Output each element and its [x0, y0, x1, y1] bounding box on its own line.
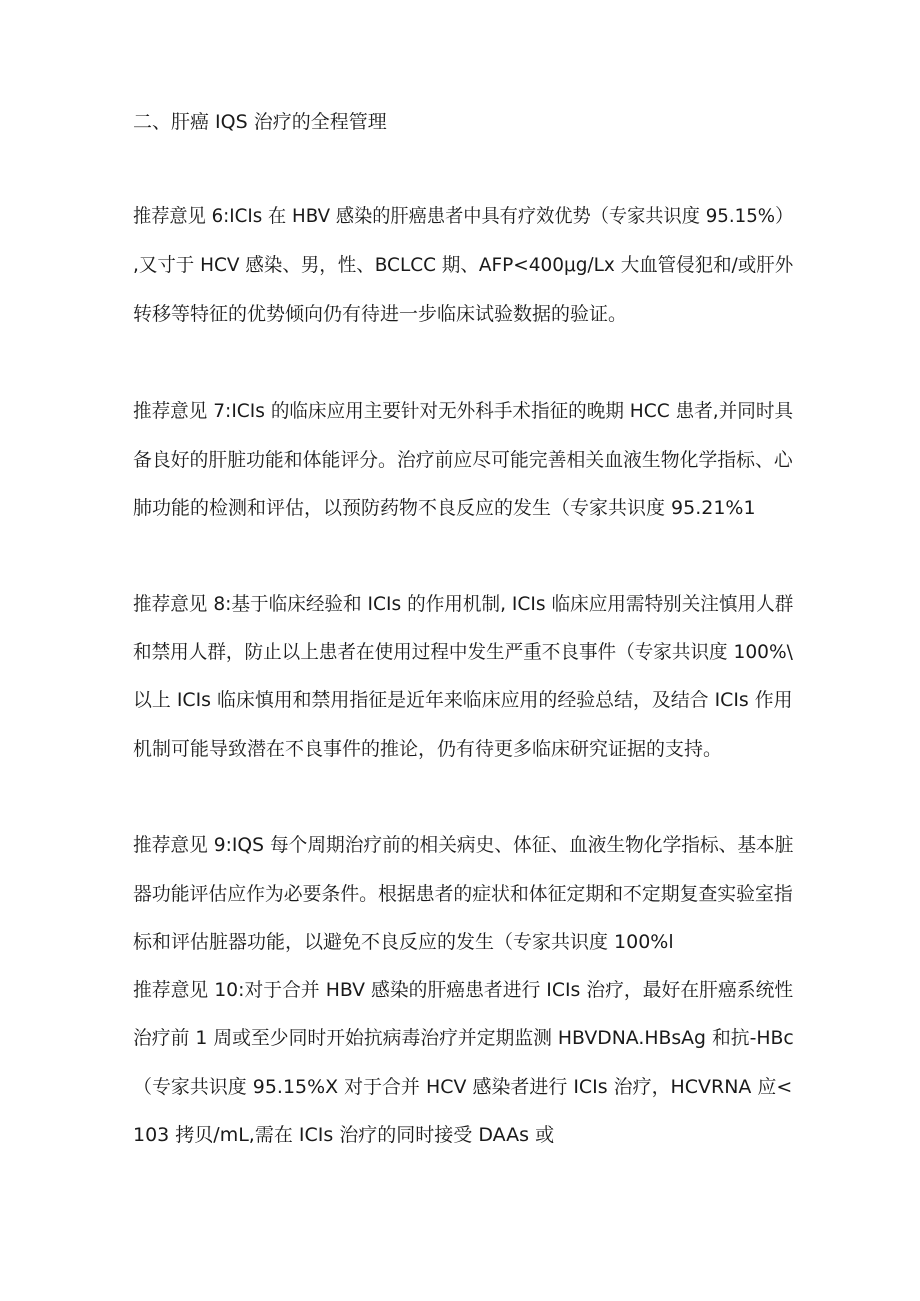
paragraph-line: 治疗前 1 周或至少同时开始抗病毒治疗并定期监测 HBVDNA.HBsAg 和抗-HBc [133, 1027, 794, 1049]
paragraph-line: 推荐意见 10:对于合并 HBV 感染的肝癌患者进行 ICIs 治疗，最好在肝癌系统性 [133, 979, 794, 1001]
paragraph-line: 以上 ICIs 临床慎用和禁用指征是近年来临床应用的经验总结，及结合 ICIs 作用 [133, 689, 793, 711]
paragraph-line: 肺功能的检测和评估，以预防药物不良反应的发生（专家共识度 95.21%1 [133, 497, 756, 519]
paragraph-line: 转移等特征的优势倾向仍有待进一步临床试验数据的验证。 [133, 303, 628, 325]
paragraph-line: 推荐意见 9:IQS 每个周期治疗前的相关病史、体征、血液生物化学指标、基本脏 [133, 834, 794, 856]
paragraph-line: 103 拷贝∕mL,需在 ICIs 治疗的同时接受 DAAs 或 [133, 1124, 555, 1146]
paragraph-line: 备良好的肝脏功能和体能评分。治疗前应尽可能完善相关血液生物化学指标、心 [133, 449, 793, 471]
paragraph-line: 和禁用人群，防止以上患者在使用过程中发生严重不良事件（专家共识度 100%\ [133, 641, 793, 663]
paragraph-line: ,又寸于 HCV 感染、男，性、BCLCC 期、AFP<400μg∕Lx 大血管侵犯和/或肝外 [133, 254, 794, 276]
paragraph-line: 机制可能导致潜在不良事件的推论，仍有待更多临床研究证据的支持。 [133, 738, 723, 760]
paragraph-line: （专家共识度 95.15%X 对于合并 HCV 感染者进行 ICIs 治疗，HCVRNA 应< [133, 1076, 793, 1098]
paragraph-line: 标和评估脏器功能，以避免不良反应的发生（专家共识度 100%l [133, 931, 674, 953]
section-heading: 二、肝癌 IQS 治疗的全程管理 [133, 111, 387, 133]
paragraph-line: 推荐意见 7:ICIs 的临床应用主要针对无外科手术指征的晚期 HCC 患者,并同时具 [133, 400, 794, 422]
paragraph-line: 推荐意见 6:ICIs 在 HBV 感染的肝癌患者中具有疗效优势（专家共识度 95.15%） [133, 205, 794, 227]
paragraph-line: 器功能评估应作为必要条件。根据患者的症状和体征定期和不定期复查实验室指 [133, 883, 793, 905]
paragraph-line: 推荐意见 8:基于临床经验和 ICIs 的作用机制, ICIs 临床应用需特别关注慎用人群 [133, 593, 794, 615]
